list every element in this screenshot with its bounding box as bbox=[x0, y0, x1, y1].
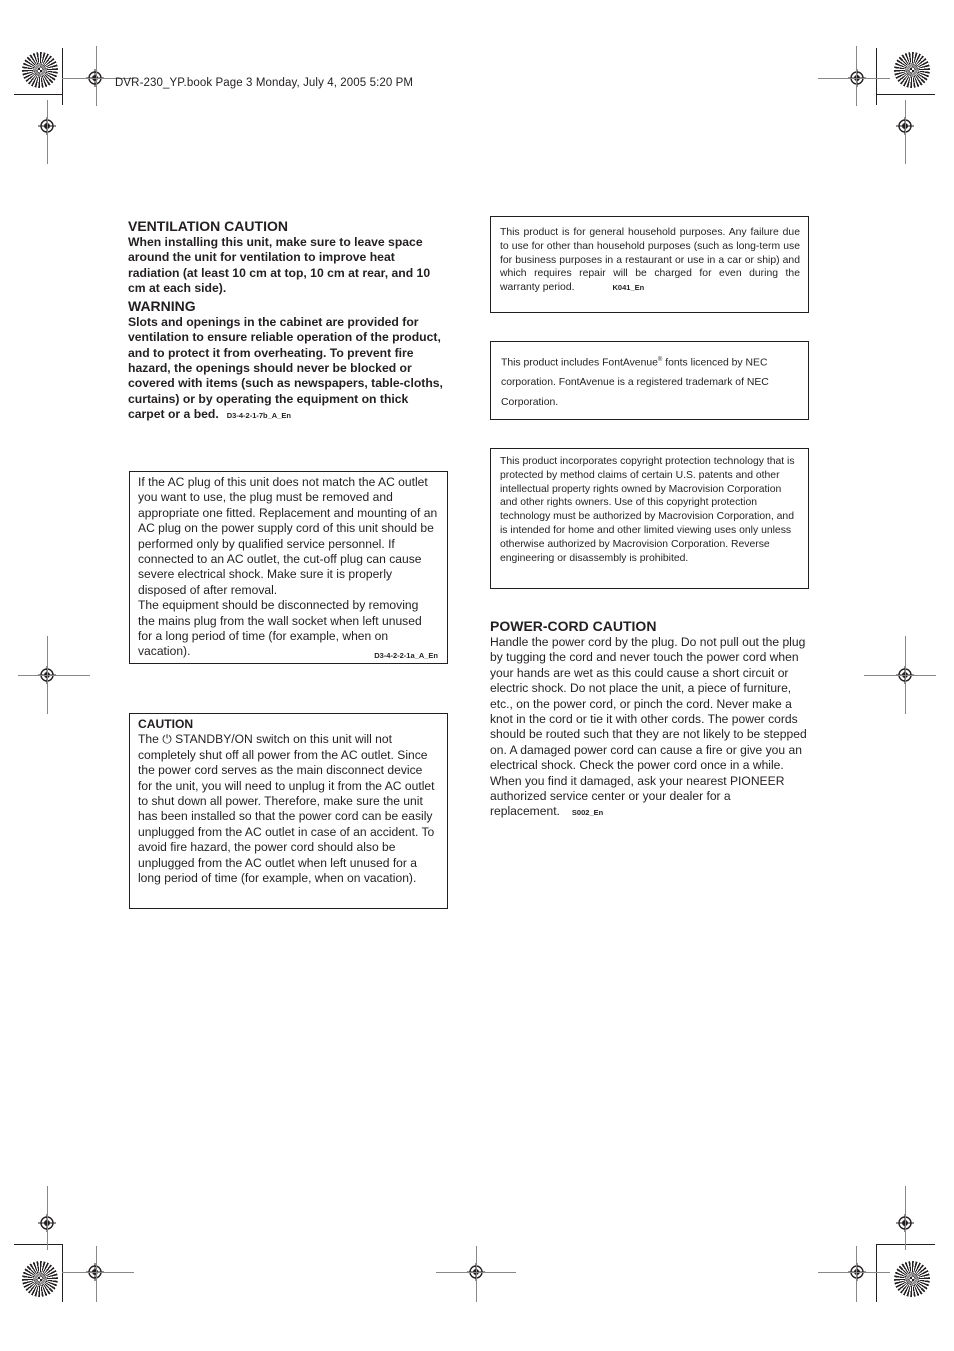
guide-line bbox=[62, 1272, 134, 1273]
macrovision-text: This product incorporates copyright protection technology that is protected by method claims of certain U.S. patents and other intellectual property rights owned by Macrovision Corporation and other rights owners. Use of this copyright protection technology must be authorized by Macrovision Corporation, and is intended for home and other limited viewing uses only unless otherwise authorized by Macrovision Corporation. Reverse engineering or disassembly is prohibited. bbox=[500, 456, 795, 564]
guide-line bbox=[864, 675, 936, 676]
power-cord-text: Handle the power cord by the plug. Do not pull out the plug by tugging the cord and never touch the power cord when your hands are wet as this could cause a short circuit or electric shock. Do not place the unit, a piece of furniture, etc., on the power cord, or pinch the cord. Never make a knot in the cord or tie it with other cords. The power cords should be routed such that they are not likely to be stepped on. A damaged power cord can cause a fire or give you an electrical shock. Check the power cord once in a while. When you find it damaged, ask your nearest PIONEER authorized service center or your dealer for a replacement. bbox=[490, 635, 807, 819]
caution-box bbox=[129, 713, 448, 909]
guide-line bbox=[96, 1246, 97, 1302]
guide-line bbox=[47, 1186, 48, 1250]
guide-line bbox=[856, 1246, 857, 1302]
warning-code: D3-4-2-1-7b_A_En bbox=[226, 410, 291, 420]
caution-text-prefix: The bbox=[138, 732, 163, 747]
crop-mark bbox=[62, 1244, 63, 1302]
fontavenue-text-pre: This product includes FontAvenue bbox=[501, 357, 658, 369]
household-purpose-text-block bbox=[500, 226, 800, 295]
ventilation-caution-title: VENTILATION CAUTION bbox=[128, 218, 288, 234]
registered-mark: ® bbox=[657, 357, 663, 363]
household-purpose-text: This product is for general household purposes. Any failure due to use for other than household purposes (such as long-term use for business purposes in a restaurant or use in a car or ship) and which requires repair will be charged for even during the warranty period. bbox=[500, 227, 800, 294]
ac-plug-text-2-block bbox=[138, 598, 438, 660]
guide-line bbox=[18, 675, 90, 676]
power-cord-section bbox=[490, 618, 810, 821]
crop-mark bbox=[14, 94, 62, 95]
fontavenue-text-block bbox=[501, 350, 799, 413]
power-cord-code: S002_En bbox=[571, 808, 604, 818]
guide-line bbox=[905, 1186, 906, 1250]
registration-sunburst-icon bbox=[22, 52, 58, 88]
power-icon: ⏻ bbox=[162, 732, 172, 747]
caution-text-block bbox=[138, 732, 438, 886]
guide-line bbox=[818, 78, 890, 79]
household-purpose-code: K041_En bbox=[612, 283, 645, 293]
crop-mark bbox=[877, 94, 935, 95]
power-cord-title: POWER-CORD CAUTION bbox=[490, 618, 657, 634]
caution-title: CAUTION bbox=[138, 717, 194, 731]
ac-plug-code: D3-4-2-2-1a_A_En bbox=[374, 651, 438, 661]
crop-mark bbox=[14, 1244, 62, 1245]
crop-mark bbox=[876, 1244, 877, 1302]
crop-mark bbox=[876, 48, 877, 105]
household-purpose-box bbox=[490, 216, 809, 313]
warning-title: WARNING bbox=[128, 298, 196, 315]
ventilation-caution-text: When installing this unit, make sure to leave space around the unit for ventilation to improve heat radiation (at least 10 cm at top, 10 cm at rear, and 10 cm at each side). bbox=[128, 235, 431, 295]
caution-text: STANDBY/ON switch on this unit will not completely shut off all power from the AC outlet. Since the power cord serves as the main disconnect device for the unit, you will need to unplug it from the AC outlet to shut down all power. Therefore, make sure the unit has been installed so that the power cord can be easily unplugged from the AC outlet in case of an accident. To avoid fire hazard, the power cord should also be unplugged from the AC outlet when left unused for a long period of time (for example, when on vacation). bbox=[138, 732, 435, 886]
guide-line bbox=[47, 100, 48, 164]
guide-line bbox=[856, 46, 857, 106]
guide-line bbox=[818, 1272, 890, 1273]
warning-text-block bbox=[128, 315, 448, 423]
guide-line bbox=[96, 46, 97, 106]
ac-plug-text-1: If the AC plug of this unit does not match the AC outlet you want to use, the plug must be removed and appropriate one fitted. Replacement and mounting of an AC plug on the power supply cord of this unit should be performed only by qualified service personnel. If connected to an AC outlet, the cut-off plug can cause severe electrical shock. Make sure it is properly disposed of after removal. bbox=[138, 475, 438, 597]
crop-mark bbox=[62, 48, 63, 105]
fontavenue-text-post: fonts licenced by NEC corporation. FontAvenue is a registered trademark of NEC Corporation. bbox=[501, 357, 769, 409]
warning-text: Slots and openings in the cabinet are provided for ventilation to ensure reliable operation of the product, and to protect it from overheating. To prevent fire hazard, the openings should never be blocked or covered with items (such as newspapers, table-cloths, curtains) or by operating the equipment on thick carpet or a bed. bbox=[128, 315, 443, 421]
ventilation-caution-section bbox=[128, 218, 448, 423]
ac-plug-text-2: The equipment should be disconnected by removing the mains plug from the wall socket when left unused for a long period of time (for example, when on vacation). bbox=[138, 598, 422, 659]
guide-line bbox=[476, 1246, 477, 1302]
registration-sunburst-icon bbox=[894, 1261, 930, 1297]
file-info-header: DVR-230_YP.book Page 3 Monday, July 4, 2005 5:20 PM bbox=[115, 77, 414, 89]
guide-line bbox=[47, 636, 48, 714]
crop-mark bbox=[877, 1244, 935, 1245]
registration-sunburst-icon bbox=[22, 1261, 58, 1297]
guide-line bbox=[905, 636, 906, 714]
power-cord-text-block bbox=[490, 635, 810, 821]
registration-sunburst-icon bbox=[894, 52, 930, 88]
guide-line bbox=[905, 100, 906, 164]
ac-plug-notice-box bbox=[129, 471, 448, 664]
macrovision-box bbox=[490, 448, 809, 589]
fontavenue-box bbox=[490, 341, 809, 420]
